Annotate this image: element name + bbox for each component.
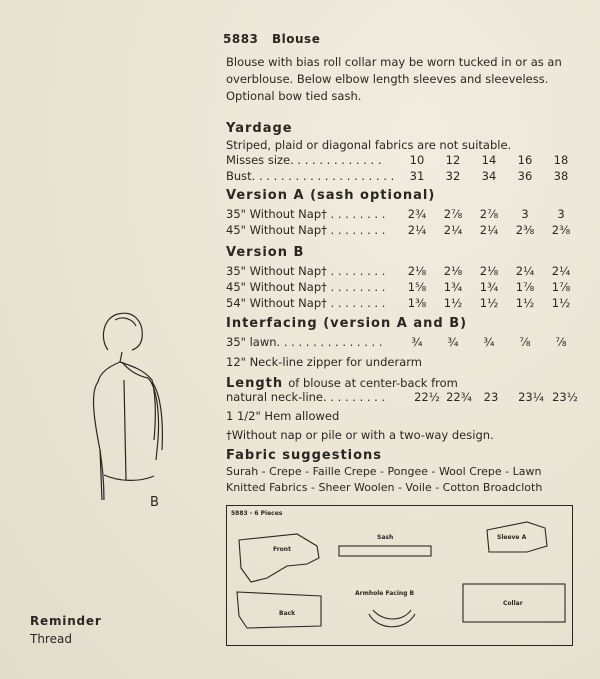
hem-note: 1 1/2" Hem allowed [226, 409, 340, 423]
sleeve-label: Sleeve A [497, 534, 527, 541]
cell: 1½ [515, 296, 535, 310]
cell: 2⅛ [407, 264, 427, 278]
cell: 38 [553, 169, 569, 183]
pieces-header: 5883 - 6 Pieces [231, 510, 283, 517]
cell: 14 [481, 153, 497, 167]
cell: 1¾ [443, 280, 463, 294]
cell: 22½ [414, 390, 440, 404]
version-a-heading: Version A (sash optional) [226, 188, 436, 203]
armhole-label: Armhole Facing B [355, 590, 415, 597]
interfacing-heading: Interfacing (version A and B) [226, 316, 468, 331]
cell: 2¼ [515, 264, 535, 278]
cell: 22¾ [446, 390, 472, 404]
yardage-note: Striped, plaid or diagonal fabrics are not suitable. [226, 138, 512, 152]
reminder-heading: Reminder [30, 614, 102, 628]
cell: 10 [409, 153, 425, 167]
cell: 1⅞ [551, 280, 571, 294]
cell: ⅞ [519, 335, 531, 349]
cell: 23½ [552, 390, 578, 404]
cell: 23¼ [518, 390, 544, 404]
footnote: †Without nap or pile or with a two-way design. [226, 428, 494, 442]
cell: 2⅜ [551, 223, 571, 237]
cell: 34 [481, 169, 497, 183]
cell: 1⅞ [515, 280, 535, 294]
length-heading: Length [226, 376, 284, 391]
description: Blouse with bias roll collar may be worn tucked in or as an overblouse. Below elbow length sleeves and sleeveless. Optional bow tied sash. [226, 55, 562, 103]
version-b-heading: Version B [226, 245, 305, 260]
armhole-piece [369, 614, 415, 627]
cell: 36 [517, 169, 533, 183]
row-label: 35" Without Nap† . . . . . . . . [226, 264, 386, 278]
row-label: 54" Without Nap† . . . . . . . . [226, 296, 386, 310]
cell: 2¼ [443, 223, 463, 237]
cell: 3 [557, 207, 565, 221]
length-text: of blouse at center-back from [288, 376, 458, 390]
cell: ¾ [411, 335, 423, 349]
row-label: 35" Without Nap† . . . . . . . . [226, 207, 386, 221]
bust-label: Bust. . . . . . . . . . . . . . . . . . . . [226, 169, 395, 183]
cell: 2¼ [551, 264, 571, 278]
cell: 23 [483, 390, 499, 404]
zipper-note: 12" Neck-line zipper for underarm [226, 355, 423, 369]
cell: 2¼ [407, 223, 427, 237]
reminder-item: Thread [30, 632, 72, 646]
back-label: Back [279, 610, 296, 617]
pieces-shapes [227, 506, 572, 645]
cell: 2¾ [407, 207, 427, 221]
fabric-heading: Fabric suggestions [226, 448, 383, 463]
front-label: Front [273, 546, 291, 553]
cell: 2⅞ [443, 207, 463, 221]
cell: 2⅛ [443, 264, 463, 278]
collar-label: Collar [503, 600, 523, 607]
sash-piece [339, 546, 431, 556]
row-label: natural neck-line. . . . . . . . . [226, 390, 386, 404]
fabric-line-2: Knitted Fabrics - Sheer Woolen - Voile - Cotton Broadcloth [226, 481, 543, 494]
cell: 1½ [443, 296, 463, 310]
cell: 1½ [479, 296, 499, 310]
pattern-title: Blouse [272, 32, 321, 46]
cell: 18 [553, 153, 569, 167]
sash-label: Sash [377, 534, 394, 541]
cell: 12 [445, 153, 461, 167]
cell: 1½ [551, 296, 571, 310]
cell: 1⅜ [407, 296, 427, 310]
cell: 2⅞ [479, 207, 499, 221]
blouse-illustration [60, 300, 190, 510]
row-label: 45" Without Nap† . . . . . . . . [226, 223, 386, 237]
length-line [226, 372, 458, 391]
cell: 16 [517, 153, 533, 167]
cell: 32 [445, 169, 461, 183]
pattern-pieces-diagram [226, 505, 573, 646]
cell: 2¼ [479, 223, 499, 237]
cell: 31 [409, 169, 425, 183]
cell: 1⅝ [407, 280, 427, 294]
cell: 2⅜ [515, 223, 535, 237]
size-label: Misses size. . . . . . . . . . . . . [226, 153, 382, 167]
front-piece [239, 534, 319, 582]
cell: 1¾ [479, 280, 499, 294]
cell: ¾ [447, 335, 459, 349]
cell: 3 [521, 207, 529, 221]
cell: 2⅛ [479, 264, 499, 278]
row-label: 35" lawn. . . . . . . . . . . . . . . [226, 335, 383, 349]
cell: ⅞ [555, 335, 567, 349]
pattern-number: 5883 [223, 32, 259, 46]
fabric-line-1: Surah - Crepe - Faille Crepe - Pongee - Wool Crepe - Lawn [226, 465, 542, 478]
cell: ¾ [483, 335, 495, 349]
yardage-heading: Yardage [226, 121, 293, 136]
row-label: 45" Without Nap† . . . . . . . . [226, 280, 386, 294]
version-b-label: B [150, 495, 159, 510]
